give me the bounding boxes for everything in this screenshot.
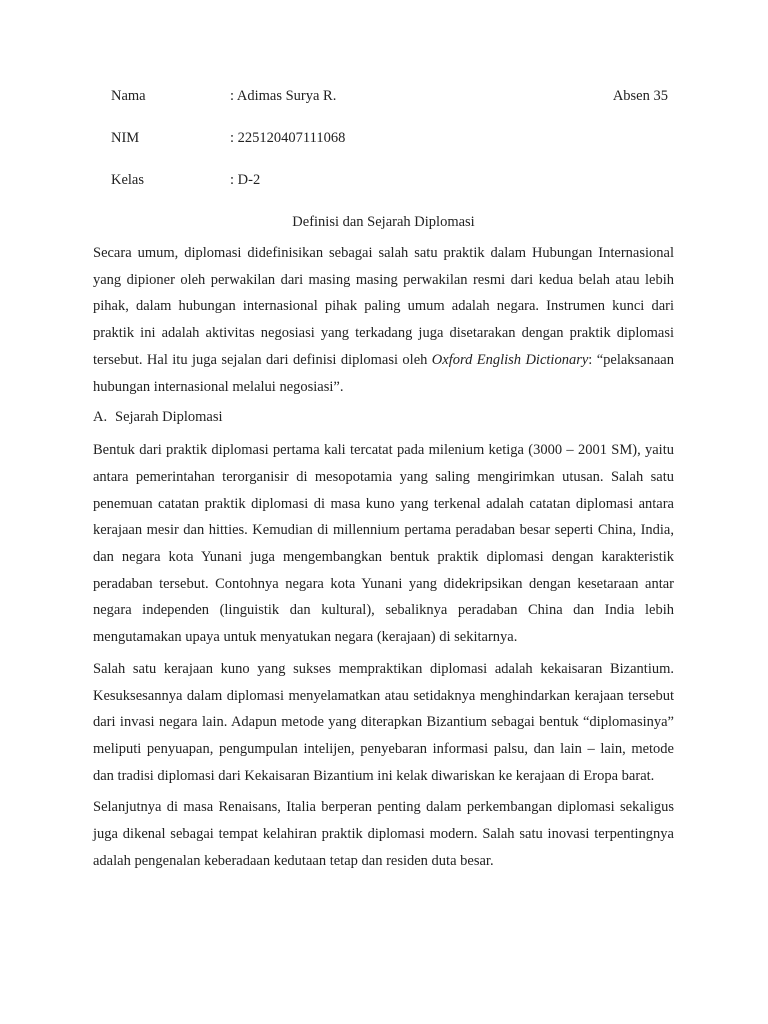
intro-italic-term: Oxford English Dictionary	[431, 351, 589, 368]
nim-row	[93, 126, 674, 168]
body-paragraph-1: Bentuk dari praktik diplomasi pertama kali tercatat pada milenium ketiga (3000 – 2001 SM), yaitu antara pemerintahan terorganisir di mesopotamia yang saling mengirimkan utusan. Salah satu penemuan catatan praktik diplomasi di masa kuno yang terkenal adalah catatan diplomasi antara kerajaan mesir dan hitties. Kemudian di millennium pertama peradaban besar seperti China, India, dan negara kota Yunani juga mengembangkan bentuk praktik diplomasi dengan karakteristik peradaban tersebut. Contohnya negara kota Yunani yang didekripsikan dengan kesetaraan antar negara independen (linguistik dan kultural), sebaliknya peradaban China dan India lebih mengutamakan upaya untuk menyatukan negara (kerajaan) di sekitarnya.	[93, 442, 674, 646]
body-paragraph-3: Selanjutnya di masa Renaisans, Italia berperan penting dalam perkembangan diplomasi sekaligus juga dikenal sebagai tempat kelahiran praktik diplomasi modern. Salah satu inovasi terpentingnya adalah pengenalan keberadaan kedutaan tetap dan residen duta besar.	[93, 799, 674, 869]
kelas-row	[93, 168, 674, 210]
kelas-label: Kelas	[111, 172, 145, 188]
kelas-value: : D-2	[230, 172, 261, 188]
intro-paragraph	[93, 240, 674, 400]
document-title: Definisi dan Sejarah Diplomasi	[292, 214, 475, 230]
section-heading	[93, 405, 674, 429]
name-label: Nama	[111, 88, 146, 104]
name-row	[93, 84, 674, 126]
section-title: Sejarah Diplomasi	[115, 409, 223, 426]
nim-value: : 225120407111068	[230, 130, 346, 146]
absen-value: Absen 35	[612, 88, 668, 104]
body-paragraph-2: Salah satu kerajaan kuno yang sukses mempraktikan diplomasi adalah kekaisaran Bizantium. Kesuksesannya dalam diplomasi menyelamatkan atau setidaknya menghindarkan kerajaan tersebut dari invasi negara lain. Adapun metode yang diterapkan Bizantium sebagai bentuk “diplomasinya” meliputi penyuapan, pengumpulan intelijen, penyebaran informasi palsu, dan lain – lain, metode dan tradisi diplomasi dari Kekaisaran Bizantium ini kelak diwariskan ke kerajaan di Eropa barat.	[93, 660, 674, 784]
nim-label: NIM	[111, 130, 140, 146]
intro-text-part1: Secara umum, diplomasi didefinisikan sebagai salah satu praktik dalam Hubungan Internasional yang dipioner oleh perwakilan dari masing masing perwakilan resmi dari kedua belah atau lebih pihak, dalam hubungan internasional pihak paling umum adalah negara. Instrumen kunci dari praktik ini adalah aktivitas negosiasi yang terkadang juga disetarakan dengan praktik diplomasi tersebut. Hal itu juga sejalan dari definisi diplomasi oleh	[93, 245, 674, 368]
name-value: : Adimas Surya R.	[230, 88, 337, 104]
section-marker: A.	[93, 409, 108, 426]
intro-text-part2: : “pelaksanaan hubungan internasional melalui negosiasi”.	[93, 351, 674, 395]
